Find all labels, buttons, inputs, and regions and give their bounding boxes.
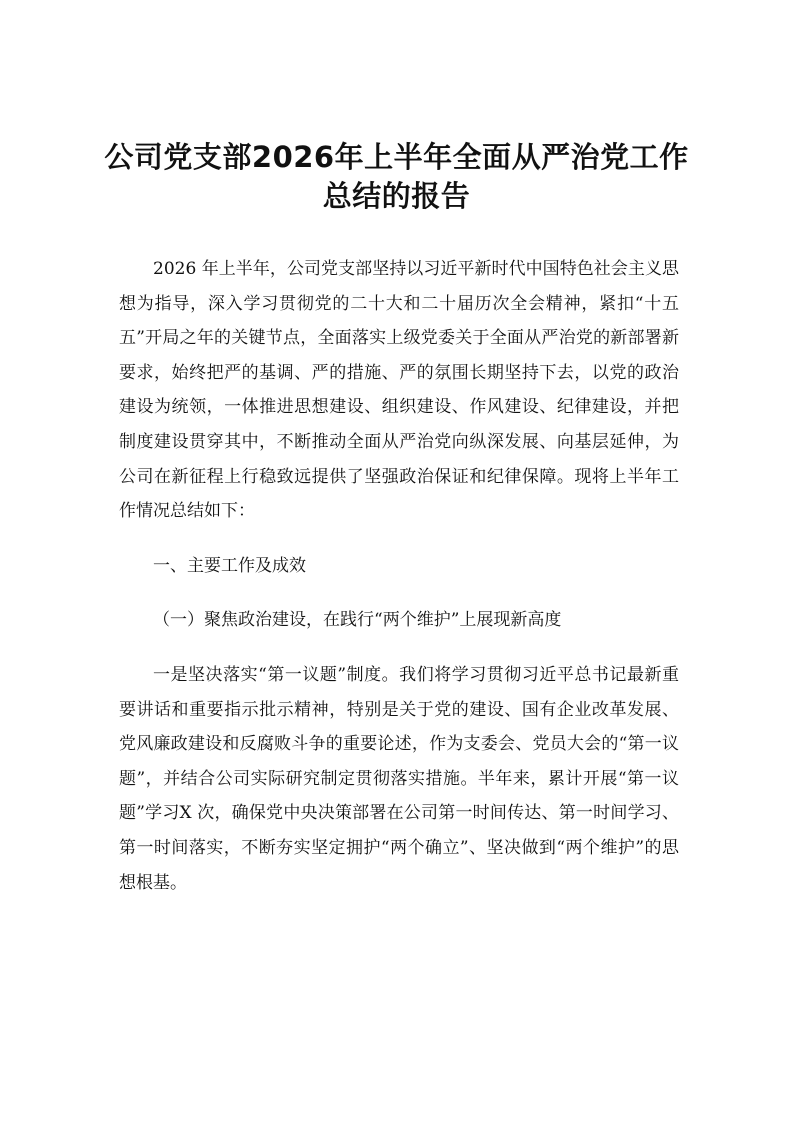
- title-line-2: 总结的报告: [322, 179, 471, 213]
- section-heading: 一、主要工作及成效: [153, 555, 306, 576]
- subsection-heading: （一）聚焦政治建设，在践行“两个维护”上展现新高度: [153, 610, 562, 631]
- body-paragraph: 一是坚决落实“第一议题”制度。我们将学习贯彻习近平总书记最新重要讲话和重要指示批示精神，特别是关于党的建设、国有企业改革发展、党风廉政建设和反腐败斗争的重要论述，作为支委会、党员大会的“第一议题”，并结合公司实际研究制定贯彻落实措施。半年来，累计开展“第一议题”学习X 次，确保党中央决策部署在公司第一时间传达、第一时间学习、第一时间落实，不断夯实坚定拥护“两个确立”、坚决做到“两个维护”的思想根基。: [119, 664, 679, 893]
- document-title: [60, 138, 733, 216]
- title-line-1: 公司党支部2026年上半年全面从严治党工作: [104, 140, 689, 174]
- document-body: [119, 252, 679, 900]
- intro-paragraph: 2026 年上半年，公司党支部坚持以习近平新时代中国特色社会主义思想为指导，深入学习贯彻党的二十大和二十届历次全会精神，紧扣“十五五”开局之年的关键节点，全面落实上级党委关于全面从严治党的新部署新要求，始终把严的基调、严的措施、严的氛围长期坚持下去，以党的政治建设为统领，一体推进思想建设、组织建设、作风建设、纪律建设，并把制度建设贯穿其中，不断推动全面从严治党向纵深发展、向基层延伸，为公司在新征程上行稳致远提供了坚强政治保证和纪律保障。现将上半年工作情况总结如下：: [119, 259, 679, 522]
